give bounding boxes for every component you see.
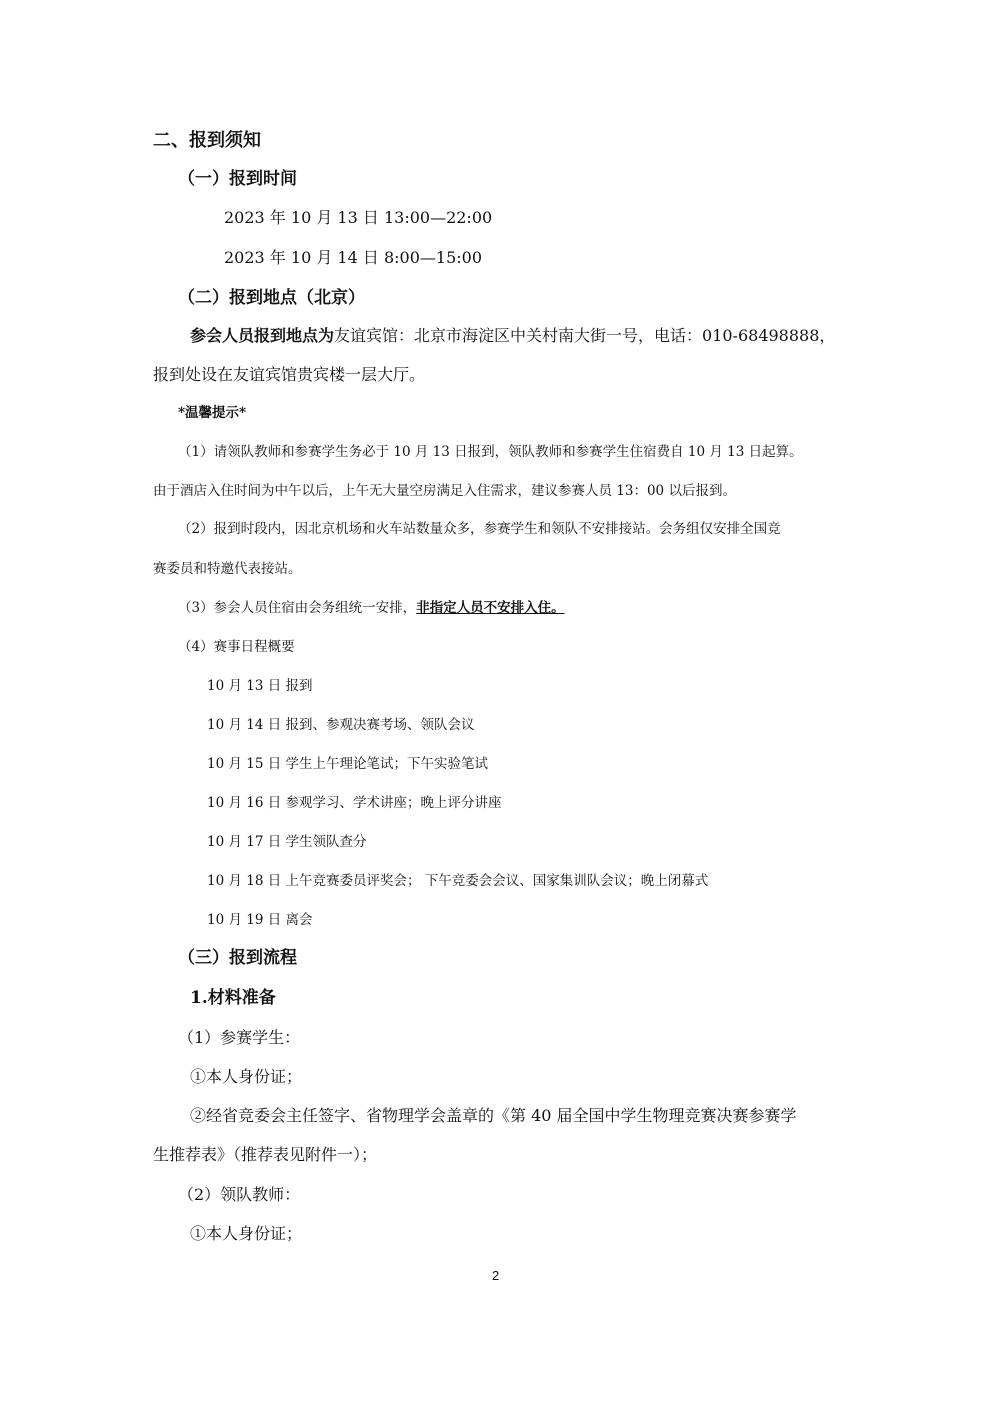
tip-4: （4）赛事日程概要 — [178, 639, 295, 655]
time-heading: （一）报到时间 — [178, 169, 297, 189]
location-heading: （二）报到地点（北京） — [178, 288, 365, 308]
tip-1-line-2: 由于酒店入住时间为中午以后，上午无大量空房满足入住需求，建议参赛人员 13：00 以后报到。 — [153, 483, 736, 499]
tip-2-line-1: （2）报到时段内，因北京机场和火车站数量众多，参赛学生和领队不安排接站。会务组仅安排全国竞 — [178, 521, 781, 537]
tip-2-line-2: 赛委员和特邀代表接站。 — [153, 561, 302, 577]
time-line-1: 2023 年 10 月 13 日 13:00—22:00 — [224, 208, 493, 227]
tip-3-text: （3）参会人员住宿由会务组统一安排， — [178, 600, 417, 616]
schedule-item: 10 月 17 日 学生领队查分 — [207, 834, 367, 850]
location-line-2: 报到处设在友谊宾馆贵宾楼一层大厅。 — [153, 365, 426, 384]
schedule-item: 10 月 18 日 上午竞赛委员评奖会； 下午竞委会会议、国家集训队会议；晚上闭幕式 — [207, 873, 709, 889]
students-item-2-line-2: 生推荐表》（推荐表见附件一）； — [153, 1145, 378, 1164]
page-number: 2 — [492, 1268, 500, 1283]
materials-heading: 1.材料准备 — [190, 988, 276, 1008]
students-item-1: ①本人身份证； — [190, 1067, 303, 1086]
schedule-item: 10 月 19 日 离会 — [207, 912, 313, 928]
section-title: 二、报到须知 — [153, 130, 261, 151]
schedule-item: 10 月 15 日 学生上午理论笔试；下午实验笔试 — [207, 756, 489, 772]
tip-1-line-1: （1）请领队教师和参赛学生务必于 10 月 13 日报到，领队教师和参赛学生住宿费自 10 月 13 日起算。 — [178, 444, 803, 460]
tip-3 — [178, 600, 565, 616]
schedule-item: 10 月 14 日 报到、参观决赛考场、领队会议 — [207, 717, 475, 733]
schedule-item: 10 月 16 日 参观学习、学术讲座；晚上评分讲座 — [207, 795, 502, 811]
location-lead: 参会人员报到地点为 — [190, 326, 335, 345]
schedule-item: 10 月 13 日 报到 — [207, 678, 313, 694]
tip-3-emphasis: 非指定人员不安排入住。 — [416, 600, 565, 616]
location-line-1 — [190, 326, 835, 345]
tips-title: *温馨提示* — [178, 405, 247, 421]
students-label: （1）参赛学生： — [178, 1028, 301, 1047]
students-item-2-line-1: ②经省竞委会主任签字、省物理学会盖章的《第 40 届全国中学生物理竞赛决赛参赛学 — [190, 1106, 797, 1125]
teachers-item-1: ①本人身份证； — [190, 1224, 303, 1243]
time-line-2: 2023 年 10 月 14 日 8:00—15:00 — [224, 248, 482, 267]
process-heading: （三）报到流程 — [178, 948, 297, 968]
teachers-label: （2）领队教师： — [178, 1185, 301, 1204]
location-address: 友谊宾馆：北京市海淀区中关村南大街一号，电话：010-68498888， — [334, 326, 836, 345]
